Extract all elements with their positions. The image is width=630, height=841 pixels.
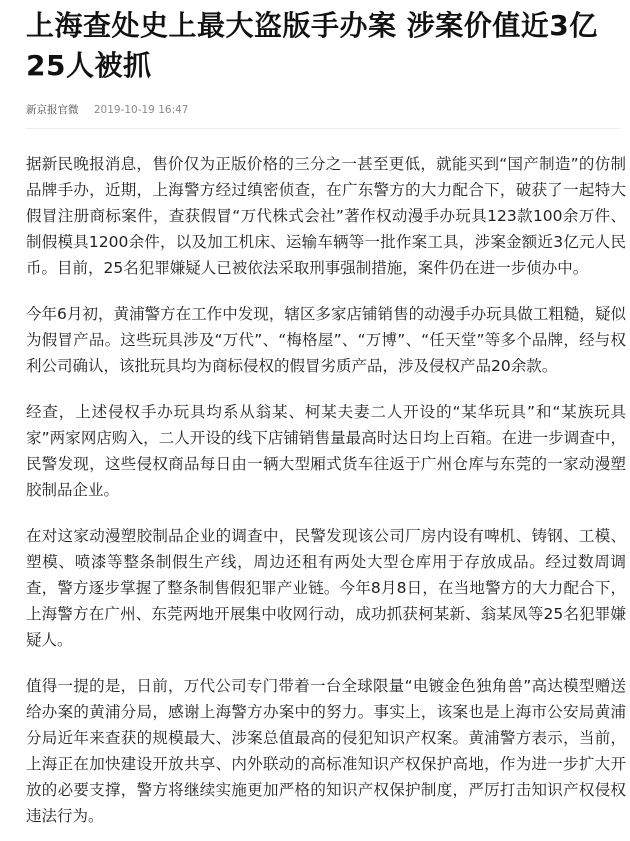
divider (26, 128, 620, 129)
paragraph: 经查，上述侵权手办玩具均系从翁某、柯某夫妻二人开设的“某华玩具”和“某族玩具家”两家网店购入，二人开设的线下店铺销售量最高时达日均上百箱。在进一步调查中，民警发现，这些侵权商品每日由一辆大型厢式货车往返于广州仓库与东莞的一家动漫塑胶制品企业。 (26, 403, 626, 499)
article-body (26, 151, 626, 829)
article-timestamp: 2019-10-19 16:47 (93, 104, 189, 116)
paragraph: 据新民晚报消息，售价仅为正版价格的三分之一甚至更低，就能买到“国产制造”的仿制品牌手办，近期，上海警方经过缜密侦查，在广东警方的大力配合下，破获了一起特大假冒注册商标案件，查获假冒“万代株式会社”著作权动漫手办玩具123款100余万件、制假模具1200余件，以及加工机床、运输车辆等一批作案工具，涉案金额近3亿元人民币。目前，25名犯罪嫌疑人已被依法采取刑事强制措施，案件仍在进一步侦办中。 (26, 155, 626, 277)
article-meta (26, 102, 620, 118)
paragraph: 今年6月初，黄浦警方在工作中发现，辖区多家店铺销售的动漫手办玩具做工粗糙，疑似为假冒产品。这些玩具涉及“万代”、“梅格屋”、“万博”、“任天堂”等多个品牌，经与权利公司确认，该批玩具均为商标侵权的假冒劣质产品，涉及侵权产品20余款。 (26, 305, 626, 375)
article-title: 上海查处史上最大盗版手办案 涉案价值近3亿25人被抓 (26, 9, 598, 82)
paragraph: 在对这家动漫塑胶制品企业的调查中，民警发现该公司厂房内设有啤机、铸钢、工模、塑模、喷漆等整条制假生产线，周边还租有两处大型仓库用于存放成品。经过数周调查，警方逐步掌握了整条制售假犯罪产业链。今年8月8日，在当地警方的大力配合下，上海警方在广州、东莞两地开展集中收网行动，成功抓获柯某新、翁某凤等25名犯罪嫌疑人。 (26, 527, 626, 649)
paragraph: 值得一提的是，日前，万代公司专门带着一台全球限量“电镀金色独角兽”高达模型赠送给办案的黄浦分局，感谢上海警方办案中的努力。事实上，该案也是上海市公安局黄浦分局近年来查获的规模最大、涉案总值最高的侵犯知识产权案。黄浦警方表示，当前，上海正在加快建设开放共享、内外联动的高标准知识产权保护高地，作为进一步扩大开放的必要支撑，警方将继续实施更加严格的知识产权保护制度，严厉打击知识产权侵权违法行为。 (26, 677, 626, 825)
article-source[interactable]: 新京报官微 (26, 104, 79, 116)
